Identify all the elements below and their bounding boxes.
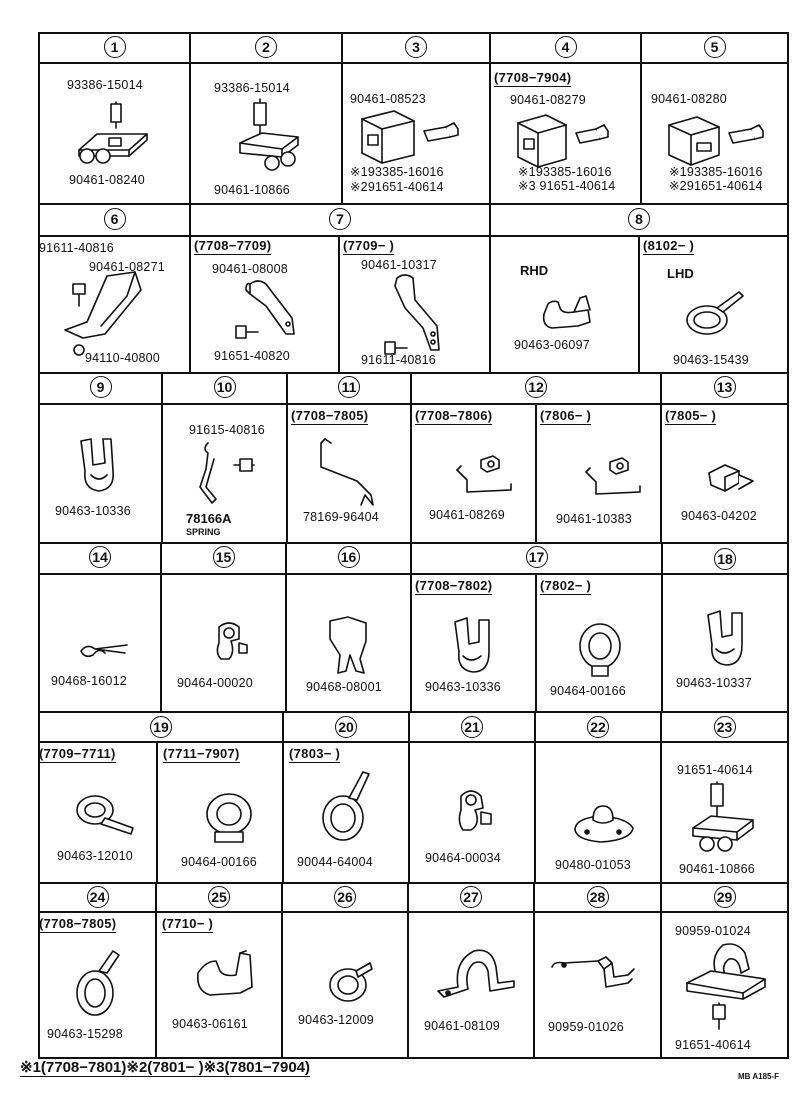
item-number: 22: [587, 716, 609, 738]
cell-25: [156, 883, 282, 1058]
part-number: 91611-40816: [361, 353, 436, 367]
part-number: 90480-01053: [555, 858, 631, 872]
part-number: 90463-12009: [298, 1013, 374, 1027]
date-range: (7708−7904): [494, 70, 572, 85]
date-range: (7805− ): [665, 408, 717, 423]
clamp-drawing: [434, 941, 524, 1011]
cell-4: [490, 33, 641, 204]
part-number: 90461-08280: [651, 92, 727, 106]
part-number: 90463-04202: [681, 509, 757, 523]
part-number: 90463-12010: [57, 849, 133, 863]
item-number: 6: [104, 208, 126, 230]
cell-24: [39, 883, 156, 1058]
date-range: (7802− ): [540, 578, 592, 593]
part-number: 91651-40820: [214, 349, 290, 363]
item-number: 20: [335, 716, 357, 738]
part-number: 90463-10337: [676, 676, 752, 690]
item-number: 14: [89, 546, 111, 568]
item-number: 8: [628, 208, 650, 230]
cell-20: [283, 712, 409, 883]
part-number: 91651-40614: [677, 763, 753, 777]
item-number: 21: [461, 716, 483, 738]
item-number: 4: [555, 36, 577, 58]
part-number: 90461-08523: [350, 92, 426, 106]
grommet-drawing: [571, 800, 651, 860]
bracket-bolt-drawing: [57, 270, 167, 360]
clip-drawing: [449, 614, 509, 684]
item-number: 27: [460, 886, 482, 908]
cell-7b: [339, 236, 490, 373]
item-number: 10: [214, 376, 236, 398]
part-number: 90463-06161: [172, 1017, 248, 1031]
cell-22: [535, 712, 661, 883]
footnote: ※1(7708−7801)※2(7801− )※3(7801−7904): [20, 1059, 310, 1076]
clamp-bracket-drawing: [681, 778, 771, 858]
part-number: ※291651-40614: [350, 180, 444, 194]
item-number: 1: [104, 36, 126, 58]
part-number: 90463-10336: [55, 504, 131, 518]
item-number: 5: [704, 36, 726, 58]
item-number: 16: [338, 546, 360, 568]
cell-10: [162, 373, 287, 543]
date-range: (7708−7805): [39, 916, 117, 931]
part-number: 90959-01024: [675, 924, 751, 938]
part-number: 90461-08271: [89, 260, 165, 274]
part-note: SPRING: [186, 527, 221, 537]
cell-11: [287, 373, 411, 543]
spring-drawing: [192, 439, 282, 509]
cell-15: [161, 543, 286, 712]
bracket-drawing: [232, 278, 312, 348]
pin-clip-drawing: [77, 639, 147, 669]
date-range: (7710− ): [162, 916, 214, 931]
part-number: 78169-96404: [303, 510, 379, 524]
part-number: 93386-15014: [214, 81, 290, 95]
date-range: (7709−7711): [39, 746, 116, 761]
part-number: 90464-00034: [425, 851, 501, 865]
drawing-code: MB A185-F: [738, 1072, 780, 1081]
date-range: (7711−7907): [163, 746, 240, 761]
clamp-drawing: [451, 786, 511, 856]
cell-13: [661, 373, 788, 543]
cell-5: [641, 33, 788, 204]
cell-12a: [411, 404, 536, 543]
clip-drawing: [75, 435, 125, 505]
cell-8a: [490, 236, 639, 373]
item-number: 19: [150, 716, 172, 738]
part-number: 90044-64004: [297, 855, 373, 869]
date-range: (7708−7709): [194, 238, 272, 253]
date-range: (7803− ): [289, 746, 341, 761]
part-number: 90464-00166: [181, 855, 257, 869]
item-number: 25: [208, 886, 230, 908]
date-range: (7708−7805): [291, 408, 369, 423]
part-number: 90463-10336: [425, 680, 501, 694]
part-number: 90468-16012: [51, 674, 127, 688]
clamp-bracket-drawing: [69, 98, 159, 168]
cable-tie-drawing: [69, 947, 139, 1027]
cell-12b: [536, 404, 661, 543]
cell-1: [39, 33, 190, 204]
clamp-drawing: [209, 619, 259, 679]
bracket-drawing: [548, 947, 648, 1007]
part-number: 90464-00020: [177, 676, 253, 690]
bracket-drawing: [447, 454, 527, 504]
item-number: 11: [338, 376, 360, 398]
clip-drawing: [703, 461, 763, 501]
cell-7a: [190, 236, 339, 373]
cable-tie-drawing: [73, 788, 143, 848]
item-number: 13: [714, 376, 736, 398]
cell-26: [282, 883, 408, 1058]
cell-17b: [536, 574, 662, 712]
spring-clip-drawing: [326, 615, 386, 685]
part-number: ※193385-16016: [350, 165, 444, 179]
part-number: 90463-06097: [514, 338, 590, 352]
part-number: ※3 91651-40614: [518, 179, 616, 193]
part-number: 90461-10383: [556, 512, 632, 526]
part-number: 90463-15439: [673, 353, 749, 367]
item-number: 9: [90, 376, 112, 398]
part-number: 90461-08269: [429, 508, 505, 522]
cell-2: [190, 33, 342, 204]
part-number: 90461-08109: [424, 1019, 500, 1033]
part-number: 93386-15014: [67, 78, 143, 92]
date-range: (7708−7806): [415, 408, 493, 423]
clip-block-drawing: [360, 109, 480, 169]
part-number: 78166A: [186, 511, 232, 526]
cell-14: [39, 543, 161, 712]
item-number: 15: [213, 546, 235, 568]
cell-19a: [39, 742, 157, 883]
region-tag: RHD: [520, 263, 549, 278]
item-number: 29: [714, 886, 736, 908]
clamp-bracket-drawing: [679, 939, 779, 1039]
part-number: 91611-40816: [39, 241, 114, 255]
part-number: 90461-10866: [214, 183, 290, 197]
cell-9: [39, 373, 162, 543]
clip-drawing: [538, 290, 608, 340]
cell-16: [286, 543, 411, 712]
part-number: 90959-01026: [548, 1020, 624, 1034]
part-number: 90461-10317: [361, 258, 437, 272]
part-number: ※193385-16016: [669, 165, 763, 179]
cable-tie-drawing: [677, 280, 757, 350]
cell-17a: [411, 574, 536, 712]
date-range: (7708−7802): [415, 578, 493, 593]
part-number: 90463-15298: [47, 1027, 123, 1041]
part-number: 90468-08001: [306, 680, 382, 694]
cell-19b: [157, 742, 283, 883]
date-range: (7806− ): [540, 408, 592, 423]
clamp-drawing: [199, 786, 269, 846]
cell-23: [661, 712, 788, 883]
item-number: 26: [334, 886, 356, 908]
part-number: ※291651-40614: [669, 179, 763, 193]
part-number: 91651-40614: [675, 1038, 751, 1052]
item-number: 7: [329, 208, 351, 230]
item-number: 23: [714, 716, 736, 738]
clamp-drawing: [572, 620, 632, 690]
cell-28: [534, 883, 661, 1058]
cell-8b: [639, 236, 788, 373]
item-number: 12: [525, 376, 547, 398]
cell-6: [39, 204, 190, 373]
part-number: 90461-08240: [69, 173, 145, 187]
part-number: 90461-10866: [679, 862, 755, 876]
bracket-drawing: [379, 272, 469, 362]
part-number: 90461-08279: [510, 93, 586, 107]
part-number: 94110-40800: [85, 351, 160, 365]
date-range: (7709− ): [343, 238, 395, 253]
cell-3: [342, 33, 490, 204]
cable-tie-drawing: [319, 768, 389, 848]
item-number: 18: [714, 548, 736, 570]
cell-29: [661, 883, 788, 1058]
item-number: 17: [526, 546, 548, 568]
part-number: 90464-00166: [550, 684, 626, 698]
bracket-drawing: [576, 456, 656, 506]
clip-drawing: [702, 607, 762, 677]
item-number: 24: [87, 886, 109, 908]
clamp-bracket-drawing: [232, 97, 312, 177]
part-number: 90461-08008: [212, 262, 288, 276]
cell-27: [408, 883, 534, 1058]
cell-21: [409, 712, 535, 883]
item-number: 2: [255, 36, 277, 58]
cell-18: [662, 543, 788, 712]
clip-drawing: [194, 947, 274, 1017]
part-number: 91615-40816: [189, 423, 265, 437]
date-range: (8102− ): [643, 238, 695, 253]
item-number: 28: [587, 886, 609, 908]
wire-spring-drawing: [301, 435, 391, 515]
part-number: ※193385-16016: [518, 165, 612, 179]
region-tag: LHD: [667, 266, 694, 281]
item-number: 3: [405, 36, 427, 58]
cable-tie-drawing: [326, 959, 386, 1009]
